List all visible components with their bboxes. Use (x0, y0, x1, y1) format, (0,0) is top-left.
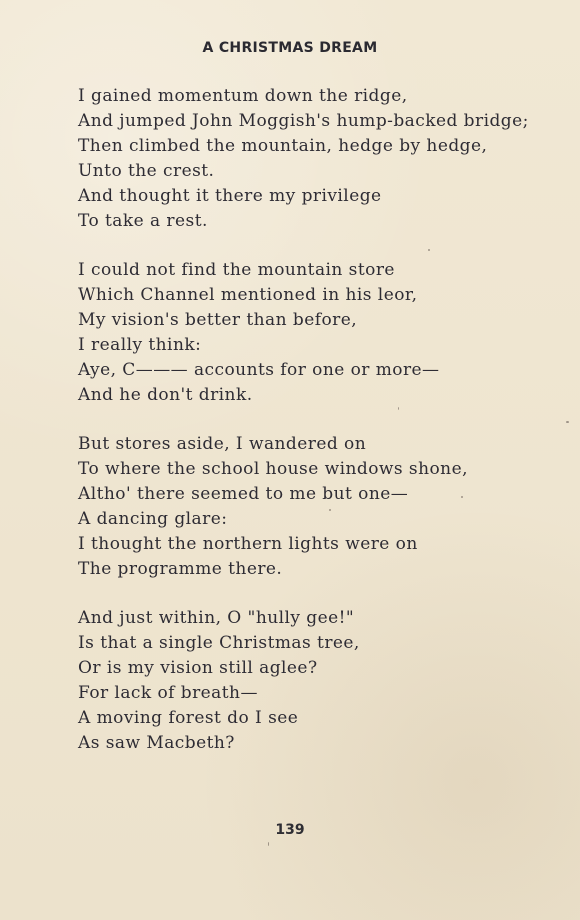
poem-line: And thought it there my privilege (78, 186, 382, 206)
poem-line: The programme there. (78, 559, 283, 579)
poem-line: Which Channel mentioned in his leor, (78, 285, 418, 305)
poem-line: To take a rest. (78, 211, 208, 231)
poem-line: Altho' there seemed to me but one— (78, 484, 409, 504)
poem-line: I thought the northern lights were on (78, 534, 418, 554)
paper-speck (461, 496, 463, 498)
paper-speck (398, 407, 399, 410)
poem-line: Then climbed the mountain, hedge by hedge, (78, 136, 488, 156)
stanza-4 (78, 606, 548, 756)
page-number: 139 (275, 822, 305, 838)
page-title: A CHRISTMAS DREAM (202, 40, 378, 56)
poem-line: And just within, O "hully gee!" (78, 608, 355, 628)
poem-line: Is that a single Christmas tree, (78, 633, 360, 653)
poem-line: A moving forest do I see (78, 708, 299, 728)
poem-line: But stores aside, I wandered on (78, 434, 367, 454)
poem-line: Or is my vision still aglee? (78, 658, 318, 678)
poem-line: I gained momentum down the ridge, (78, 86, 408, 106)
stanza-2 (78, 258, 548, 408)
poem-line: For lack of breath— (78, 683, 258, 703)
paper-speck (566, 421, 569, 423)
poem-line: A dancing glare: (78, 509, 228, 529)
poem-line: Unto the crest. (78, 161, 215, 181)
stanza-3 (78, 432, 548, 582)
poem-body (78, 84, 548, 780)
poem-line: I could not find the mountain store (78, 260, 395, 280)
poem-line: To where the school house windows shone, (78, 459, 468, 479)
stanza-1 (78, 84, 548, 234)
paper-speck (329, 509, 331, 511)
poem-line: And he don't drink. (78, 385, 253, 405)
paper-speck (428, 249, 430, 251)
poem-line: As saw Macbeth? (78, 733, 235, 753)
poem-line: Aye, C——— accounts for one or more— (78, 360, 440, 380)
poem-line: I really think: (78, 335, 202, 355)
paper-speck (268, 842, 269, 846)
poem-line: And jumped John Moggish's hump-backed bridge; (78, 111, 529, 131)
poem-line: My vision's better than before, (78, 310, 358, 330)
